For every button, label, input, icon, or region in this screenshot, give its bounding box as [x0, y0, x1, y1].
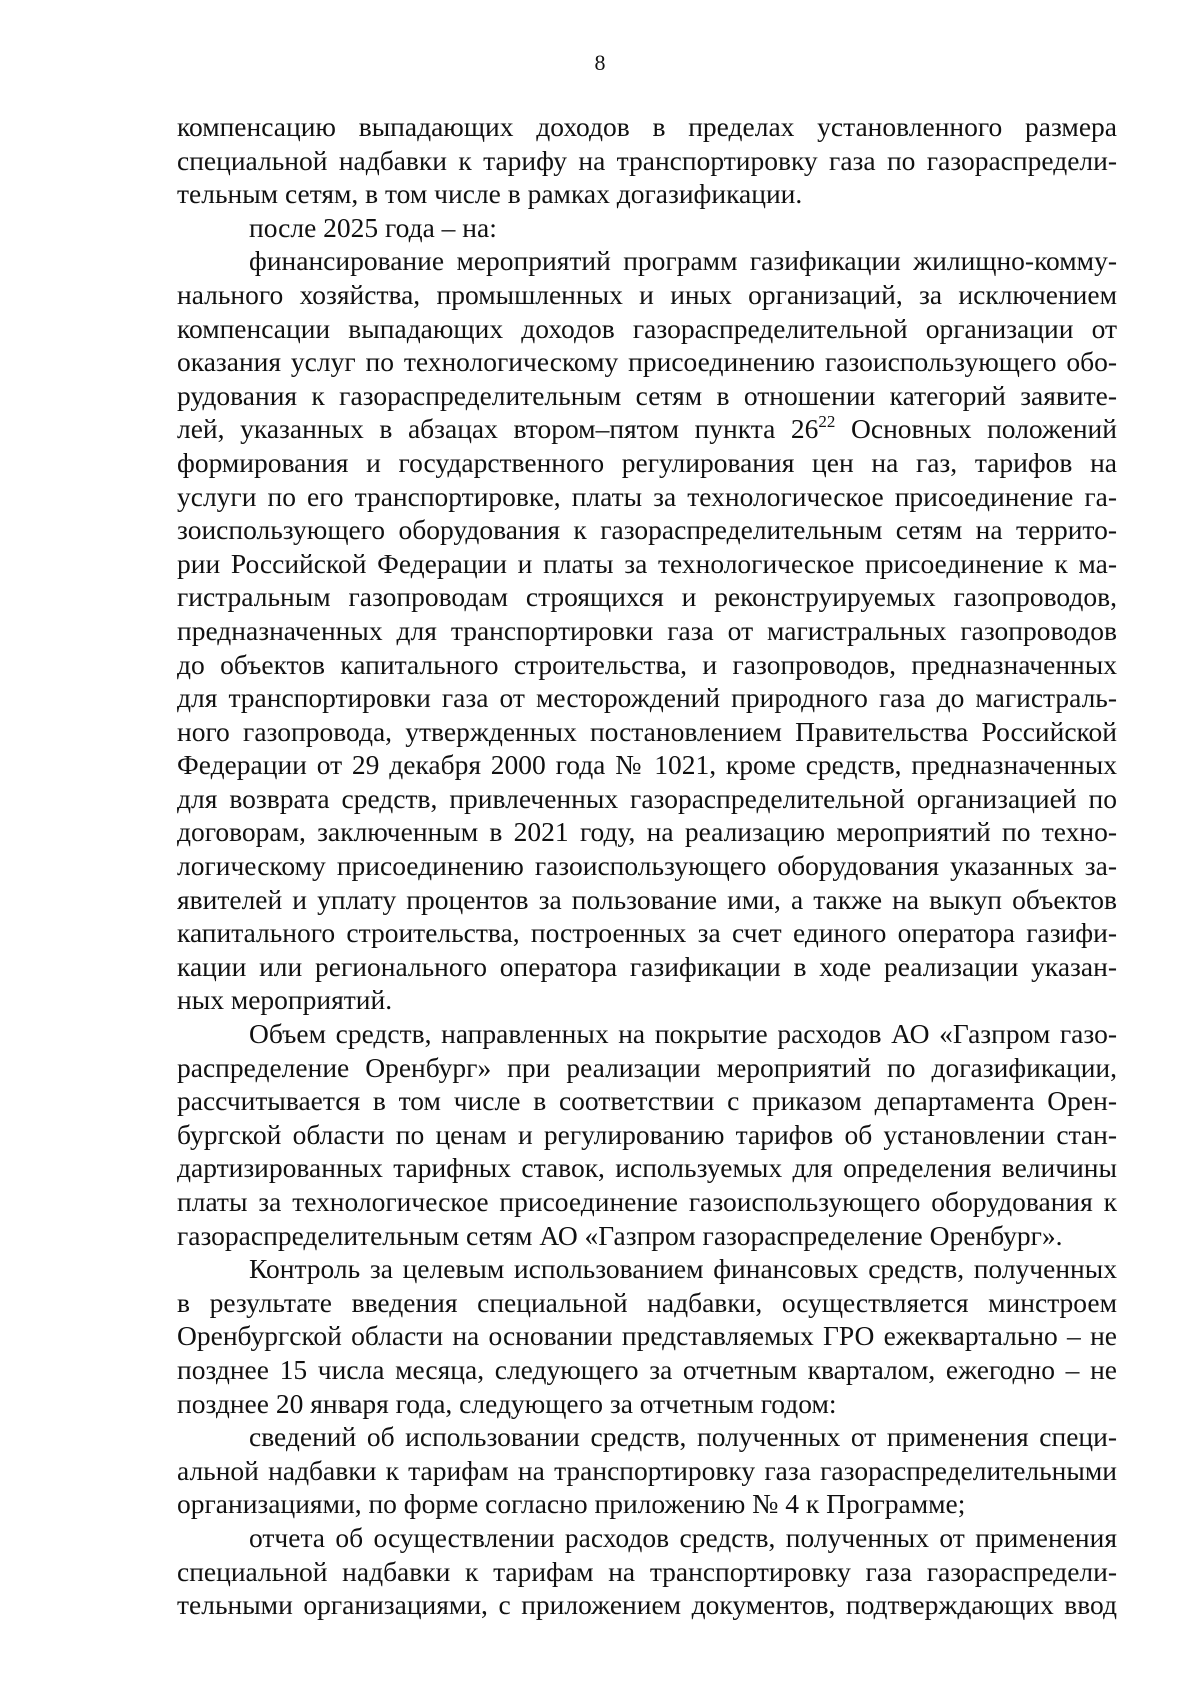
text-line: для возврата средств, привлеченных газораспределительной организацией по [177, 782, 1117, 814]
text-line: сведений об использовании средств, полученных от применения специ- [249, 1421, 1117, 1453]
text-line: ных мероприятий. [177, 984, 393, 1016]
ref-line-start: лей, указанных в абзацах втором–пятом пункта 26 [177, 413, 819, 445]
text-line: до объектов капитального строительства, и газопроводов, предназначенных [177, 648, 1117, 680]
text-line: специальной надбавки к тарифам на транспортировку газа газораспредели- [177, 1555, 1117, 1587]
text-line: кации или регионального оператора газификации в ходе реализации указан- [177, 950, 1117, 982]
text-line: предназначенных для транспортировки газа от магистральных газопроводов [177, 614, 1117, 646]
text-line: дартизированных тарифных ставок, используемых для определения величины [177, 1152, 1117, 1184]
text-line: Оренбургской области на основании представляемых ГРО ежеквартально – не [177, 1320, 1117, 1352]
text-line: позднее 20 января года, следующего за отчетным годом: [177, 1387, 837, 1419]
text-line: отчета об осуществлении расходов средств, полученных от применения [249, 1521, 1117, 1553]
text-line: логическому присоединению газоиспользующего оборудования указанных за- [177, 850, 1117, 882]
text-line: зоиспользующего оборудования к газораспределительным сетям на террито- [177, 514, 1117, 546]
text-line: финансирование мероприятий программ газификации жилищно-комму- [249, 245, 1117, 277]
text-line: рии Российской Федерации и платы за технологическое присоединение к ма- [177, 547, 1117, 579]
paragraph [177, 211, 1117, 245]
text-line: после 2025 года – на: [249, 211, 497, 243]
paragraph [177, 1017, 1117, 1252]
text-line: в результате введения специальной надбавки, осуществляется минстроем [177, 1286, 1117, 1318]
superscript-number: 22 [818, 412, 836, 432]
text-line-with-footnote-ref [177, 412, 1117, 446]
text-line: капитального строительства, построенных за счет единого оператора газифи- [177, 917, 1117, 949]
paragraph [177, 1252, 1117, 1420]
text-line: специальной надбавки к тарифу на транспортировку газа по газораспредели- [177, 144, 1117, 176]
paragraph [177, 110, 1117, 211]
page-number: 8 [594, 50, 606, 75]
document-body [177, 110, 1117, 1622]
text-line: организациями, по форме согласно приложению № 4 к Программе; [177, 1488, 966, 1520]
text-line: тельными организациями, с приложением документов, подтверждающих ввод [177, 1589, 1117, 1621]
text-line: позднее 15 числа месяца, следующего за отчетным кварталом, ежегодно – не [177, 1353, 1117, 1385]
text-line: Контроль за целевым использованием финансовых средств, полученных [249, 1253, 1117, 1285]
text-line: распределение Оренбург» при реализации мероприятий по догазификации, [177, 1051, 1117, 1083]
text-line: нального хозяйства, промышленных и иных организаций, за исключением [177, 278, 1117, 310]
text-line: компенсацию выпадающих доходов в пределах установленного размера [177, 111, 1117, 142]
text-line: платы за технологическое присоединение газоиспользующего оборудования к [177, 1186, 1117, 1217]
text-line: альной надбавки к тарифам на транспортировку газа газораспределительными [177, 1454, 1117, 1486]
ref-line-end: Основных положений [835, 413, 1117, 445]
text-line: формирования и государственного регулирования цен на газ, тарифов на [177, 446, 1117, 478]
text-line: ного газопровода, утвержденных постановлением Правительства Российской [177, 715, 1117, 747]
paragraph [177, 1521, 1117, 1622]
text-line: явителей и уплату процентов за пользование ими, а также на выкуп объектов [177, 883, 1117, 915]
text-line: рассчитывается в том числе в соответствии с приказом департамента Орен- [177, 1085, 1117, 1117]
text-line: компенсации выпадающих доходов газораспределительной организации от [177, 312, 1117, 344]
text-line: Объем средств, направленных на покрытие расходов АО «Газпром газо- [249, 1018, 1117, 1050]
paragraph [177, 244, 1117, 1017]
text-line: услуги по его транспортировке, платы за технологическое присоединение га- [177, 480, 1117, 512]
text-line: Федерации от 29 декабря 2000 года № 1021, кроме средств, предназначенных [177, 749, 1117, 781]
text-line: гистральным газопроводам строящихся и реконструируемых газопроводов, [177, 581, 1117, 613]
text-line: для транспортировки газа от месторождений природного газа до магистраль- [177, 682, 1117, 714]
text-line: газораспределительным сетям АО «Газпром газораспределение Оренбург». [177, 1219, 1063, 1251]
text-line: договорам, заключенным в 2021 году, на реализацию мероприятий по техно- [177, 816, 1117, 848]
text-line: оказания услуг по технологическому присоединению газоиспользующего обо- [177, 346, 1117, 378]
paragraph [177, 1420, 1117, 1521]
text-line: тельным сетям, в том числе в рамках догазификации. [177, 178, 803, 210]
text-line: бургской области по ценам и регулированию тарифов об установлении стан- [177, 1118, 1117, 1150]
text-line: рудования к газораспределительным сетям в отношении категорий заявите- [177, 379, 1117, 411]
